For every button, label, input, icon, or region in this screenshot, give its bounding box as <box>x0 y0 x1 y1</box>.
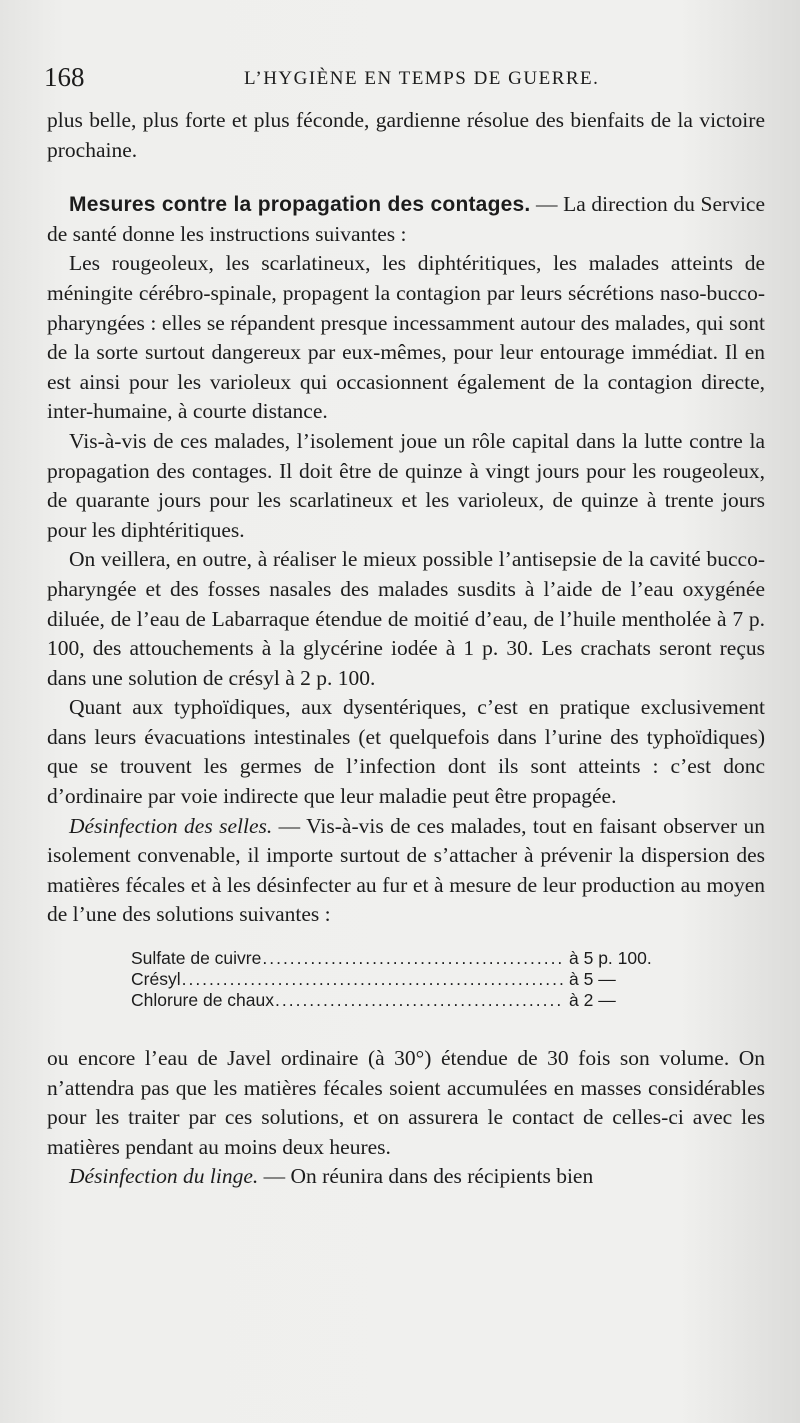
solution-row <box>131 969 681 990</box>
solution-name: Sulfate de cuivre <box>131 948 262 969</box>
paragraph-isolation: Vis-à-vis de ces malades, l’isolement joue un rôle capital dans la lutte contre la propagation des contages. Il doit être de quinze à vingt jours pour les rougeoleux, de quarante jours pour les scarlatineux et les varioleux, de quinze à trente jours pour les diphtéritiques. <box>47 428 765 542</box>
page-body <box>47 106 765 1192</box>
solutions-list <box>131 948 681 1011</box>
solution-concentration: à 5 — <box>569 969 616 990</box>
linen-disinfection-text: — On réunira dans des récipients bien <box>258 1164 594 1189</box>
solution-row <box>131 948 681 969</box>
paragraph-javel: ou encore l’eau de Javel ordinaire (à 30°) étendue de 30 fois son volume. On n’attendra pas que les matières fécales soient accumulées en masses considérables pour les traiter par ces solutions, et on assurera le contact de celles-ci avec les matières pendant au moins deux heures. <box>47 1046 765 1159</box>
solution-row <box>131 990 681 1011</box>
running-title: L’HYGIÈNE EN TEMPS DE GUERRE. <box>244 68 600 89</box>
section-title: Mesures contre la propagation des contages. <box>69 193 531 217</box>
page-header <box>44 62 756 96</box>
page-number: 168 <box>44 62 85 92</box>
intro-paragraph: plus belle, plus forte et plus féconde, gardienne résolue des bienfaits de la victoire prochaine. <box>47 108 765 162</box>
paragraph-linen-disinfection <box>47 1162 765 1192</box>
dot-leader <box>275 990 563 1011</box>
section-intro-text: — La direction du Service de santé donne les instructions suivantes : <box>47 192 765 246</box>
dot-leader <box>262 948 563 969</box>
paragraph-antisepsis: On veillera, en outre, à réaliser le mieux possible l’antisepsie de la cavité bucco-pharyngée et des fosses nasales des malades susdits à l’aide de l’eau oxygénée diluée, de l’eau de Labarraque étendue de moitié d’eau, de l’huile mentholée à 7 p. 100, des attouchements à la glycérine iodée à 1 p. 30. Les crachats seront reçus dans une solution de crésyl à 2 p. 100. <box>47 547 765 690</box>
section-paragraph <box>47 190 765 249</box>
paragraph-contagion: Les rougeoleux, les scarlatineux, les diphtéritiques, les malades atteints de méningite cérébro-spinale, propagent la contagion par leurs sécrétions naso-bucco-pharyngées : elles se répandent presque incessamment autour des malades, qui sont de la sorte surtout dangereux par eux-mêmes, pour leur entourage immédiat. Il en est ainsi pour les varioleux qui occasionnent également de la contagion directe, inter-humaine, à courte distance. <box>47 251 765 424</box>
solution-concentration: à 2 — <box>569 990 616 1011</box>
paragraph-stool-disinfection <box>47 812 765 930</box>
solution-name: Chlorure de chaux <box>131 990 274 1011</box>
dot-leader <box>182 969 563 990</box>
subheading-linen-disinfection: Désinfection du linge. <box>69 1164 259 1189</box>
stool-disinfection-text: — Vis-à-vis de ces malades, tout en faisant observer un isolement convenable, il importe surtout de s’attacher à prévenir la dispersion des matières fécales et à les désinfecter au fur et à mesure de leur production au moyen de l’une des solutions suivantes : <box>47 813 765 927</box>
solution-concentration: à 5 p. 100. <box>569 948 652 969</box>
paragraph-typhoid: Quant aux typhoïdiques, aux dysentériques, c’est en pratique exclusivement dans leurs évacuations intestinales (et quelquefois dans l’urine des typhoïdiques) que se trouvent les germes de l’infection dont ils sont atteints : c’est donc d’ordinaire par voie indirecte que leur maladie peut être propagée. <box>47 695 765 809</box>
solution-name: Crésyl <box>131 969 181 990</box>
subheading-stool-disinfection: Désinfection des selles. <box>69 813 273 838</box>
